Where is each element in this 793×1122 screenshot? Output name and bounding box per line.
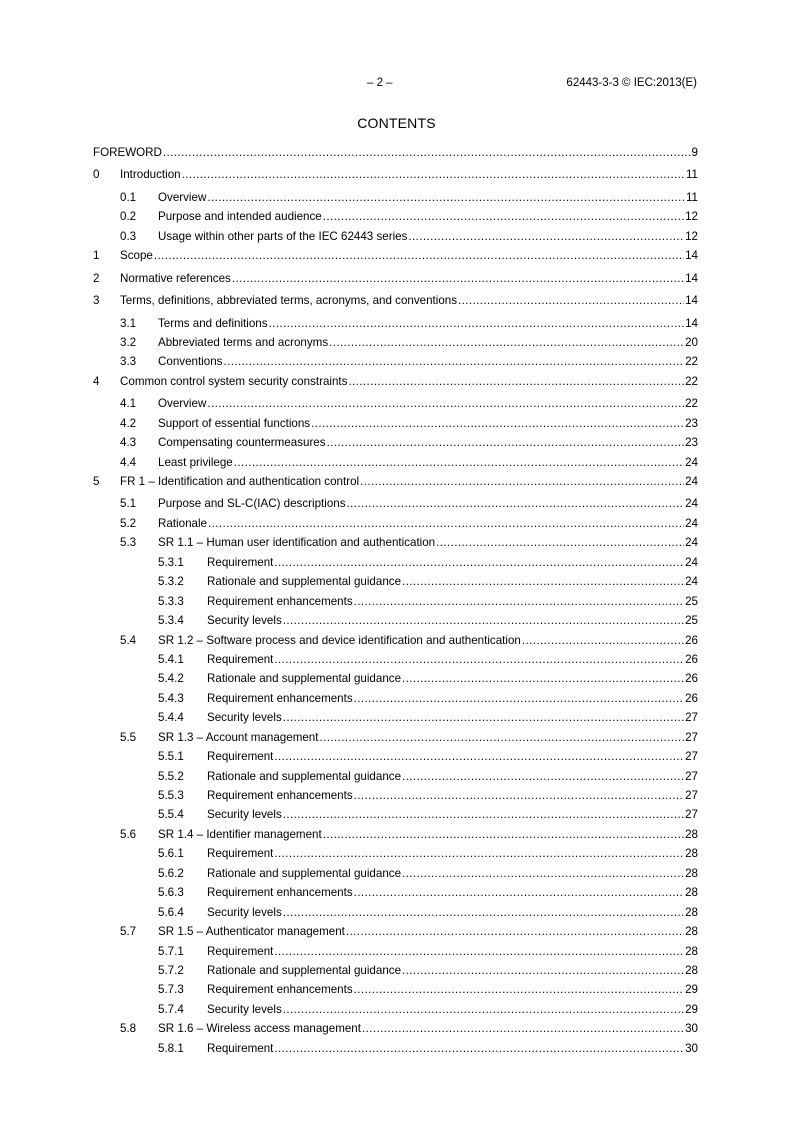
toc-entry-page: 14 bbox=[685, 249, 698, 263]
toc-entry-number: 5.7 bbox=[120, 925, 137, 939]
toc-entry-number: 5.6.2 bbox=[158, 866, 184, 880]
toc-entry-number: 3.1 bbox=[120, 316, 137, 330]
toc-entry[interactable] bbox=[93, 1041, 698, 1060]
toc-entry-title: Terms, definitions, abbreviated terms, acronyms, and conventions bbox=[120, 294, 458, 308]
toc-entry-page: 24 bbox=[685, 555, 698, 569]
toc-dot-leader bbox=[208, 516, 684, 531]
toc-entry[interactable] bbox=[93, 924, 698, 943]
toc-entry[interactable] bbox=[93, 416, 698, 435]
toc-entry-title: Requirement enhancements bbox=[207, 983, 353, 997]
toc-entry-page: 28 bbox=[685, 886, 698, 900]
toc-entry-title: Security levels bbox=[207, 1002, 282, 1016]
toc-entry-title: Common control system security constraints bbox=[120, 374, 348, 388]
toc-entry-title: Requirement bbox=[207, 555, 274, 569]
toc-entry-number: 3.2 bbox=[120, 335, 137, 349]
toc-dot-leader bbox=[283, 613, 684, 628]
toc-entry[interactable] bbox=[93, 788, 698, 807]
contents-title: CONTENTS bbox=[357, 115, 436, 131]
document-identifier: 62443-3-3 © IEC:2013(E) bbox=[566, 77, 697, 89]
toc-entry-number: 5.4.1 bbox=[158, 652, 184, 666]
toc-entry-page: 27 bbox=[685, 750, 698, 764]
toc-entry-page: 29 bbox=[685, 983, 698, 997]
toc-dot-leader bbox=[283, 807, 684, 822]
toc-entry[interactable] bbox=[93, 293, 698, 312]
toc-dot-leader bbox=[274, 1041, 684, 1056]
toc-entry-title: SR 1.1 – Human user identification and authentication bbox=[158, 536, 436, 550]
toc-dot-leader bbox=[458, 293, 684, 308]
toc-entry-page: 14 bbox=[685, 294, 698, 308]
toc-entry-number: 5.6 bbox=[120, 827, 137, 841]
toc-dot-leader bbox=[347, 496, 685, 511]
toc-entry-page: 24 bbox=[685, 497, 698, 511]
toc-entry[interactable] bbox=[93, 846, 698, 865]
toc-entry[interactable] bbox=[93, 866, 698, 885]
toc-entry-title: Security levels bbox=[207, 905, 282, 919]
toc-entry[interactable] bbox=[93, 455, 698, 474]
toc-dot-leader bbox=[283, 710, 684, 725]
toc-entry[interactable] bbox=[93, 396, 698, 415]
toc-entry[interactable] bbox=[93, 944, 698, 963]
toc-dot-leader bbox=[402, 769, 684, 784]
toc-entry-title: SR 1.6 – Wireless access management bbox=[158, 1022, 361, 1036]
toc-entry[interactable] bbox=[93, 354, 698, 373]
toc-entry-title: Conventions bbox=[158, 355, 223, 369]
toc-entry[interactable] bbox=[93, 1002, 698, 1021]
toc-entry[interactable] bbox=[93, 749, 698, 768]
toc-entry-title: Requirement bbox=[207, 944, 274, 958]
toc-entry[interactable] bbox=[93, 435, 698, 454]
toc-entry-title: Requirement enhancements bbox=[207, 789, 353, 802]
toc-entry-title: Security levels bbox=[207, 808, 282, 822]
toc-dot-leader bbox=[311, 416, 684, 431]
toc-entry-page: 28 bbox=[685, 925, 698, 939]
toc-entry-number: 5.5.1 bbox=[158, 750, 184, 764]
toc-entry-page: 28 bbox=[685, 905, 698, 919]
toc-entry[interactable] bbox=[93, 691, 698, 710]
toc-entry-number: 4 bbox=[93, 374, 100, 388]
toc-entry-title: Support of essential functions bbox=[158, 416, 311, 430]
toc-entry-page: 24 bbox=[685, 475, 698, 488]
toc-dot-leader bbox=[354, 691, 684, 706]
toc-entry-title: Least privilege bbox=[158, 455, 233, 469]
toc-entry[interactable] bbox=[93, 710, 698, 729]
toc-entry-title: Rationale and supplemental guidance bbox=[207, 866, 402, 880]
toc-entry[interactable] bbox=[93, 190, 698, 209]
toc-entry-page: 28 bbox=[685, 847, 698, 861]
toc-entry[interactable] bbox=[93, 1021, 698, 1040]
toc-entry-number: 5.2 bbox=[120, 516, 137, 530]
toc-entry-page: 23 bbox=[685, 436, 698, 450]
toc-entry-page: 11 bbox=[685, 190, 698, 204]
toc-entry-number: 5.8.1 bbox=[158, 1041, 184, 1055]
toc-entry-number: 5.8 bbox=[120, 1022, 137, 1036]
toc-entry-title: Requirement bbox=[207, 652, 274, 666]
toc-entry-page: 9 bbox=[691, 146, 698, 159]
toc-entry-number: 5.3.3 bbox=[158, 594, 184, 608]
toc-entry-page: 28 bbox=[685, 944, 698, 958]
toc-entry-title: SR 1.4 – Identifier management bbox=[158, 827, 322, 841]
toc-dot-leader bbox=[274, 944, 684, 959]
toc-entry-number: 4.4 bbox=[120, 455, 137, 469]
toc-dot-leader bbox=[327, 435, 685, 450]
toc-entry-number: 5.1 bbox=[120, 497, 137, 511]
toc-dot-leader bbox=[402, 866, 684, 881]
toc-entry-number: 5.4.4 bbox=[158, 711, 184, 725]
toc-entry-number: 0.2 bbox=[120, 210, 137, 224]
toc-dot-leader bbox=[329, 335, 684, 350]
toc-dot-leader bbox=[522, 633, 684, 648]
toc-entry-page: 22 bbox=[685, 374, 698, 388]
toc-entry[interactable] bbox=[93, 374, 698, 393]
toc-entry[interactable] bbox=[93, 271, 698, 290]
toc-dot-leader bbox=[346, 924, 684, 939]
toc-dot-leader bbox=[354, 982, 684, 997]
toc-dot-leader bbox=[354, 594, 684, 609]
toc-entry-title: Usage within other parts of the IEC 62443 series bbox=[158, 229, 408, 243]
toc-entry[interactable] bbox=[93, 145, 698, 164]
toc-entry[interactable] bbox=[93, 827, 698, 846]
toc-entry-page: 30 bbox=[685, 1041, 698, 1055]
toc-dot-leader bbox=[283, 905, 684, 920]
toc-entry-number: 5.7.4 bbox=[158, 1002, 184, 1016]
toc-entry-title: Normative references bbox=[120, 271, 231, 285]
toc-entry-number: 5.7.1 bbox=[158, 944, 184, 958]
toc-entry-number: 5.7.2 bbox=[158, 963, 184, 977]
toc-entry-number: 3.3 bbox=[120, 355, 137, 369]
toc-entry-number: 5.6.1 bbox=[158, 847, 184, 861]
toc-dot-leader bbox=[402, 671, 684, 686]
toc-entry-number: 5.3 bbox=[120, 536, 137, 550]
toc-dot-leader bbox=[274, 555, 684, 570]
toc-entry[interactable] bbox=[93, 316, 698, 335]
toc-entry-number: 5.5 bbox=[120, 730, 137, 744]
toc-dot-leader bbox=[154, 248, 684, 263]
toc-entry-page: 27 bbox=[685, 808, 698, 822]
toc-entry-title: Requirement enhancements bbox=[207, 594, 353, 608]
toc-dot-leader bbox=[274, 652, 684, 667]
toc-entry-title: Requirement bbox=[207, 750, 274, 764]
toc-dot-leader bbox=[362, 1021, 684, 1036]
toc-entry[interactable] bbox=[93, 248, 698, 267]
toc-entry[interactable] bbox=[93, 335, 698, 354]
toc-entry-page: 27 bbox=[685, 789, 698, 802]
toc-entry-page: 26 bbox=[685, 672, 698, 686]
toc-entry-page: 22 bbox=[685, 355, 698, 369]
toc-entry-page: 27 bbox=[685, 730, 698, 744]
toc-entry-number: 5.6.3 bbox=[158, 886, 184, 900]
toc-entry-title: SR 1.3 – Account management bbox=[158, 730, 319, 744]
toc-entry[interactable] bbox=[93, 474, 698, 493]
toc-entry-title: Rationale and supplemental guidance bbox=[207, 963, 402, 977]
toc-dot-leader bbox=[269, 316, 685, 331]
toc-dot-leader bbox=[283, 1002, 684, 1017]
toc-entry-number: 4.3 bbox=[120, 436, 137, 450]
toc-entry-number: 5.3.4 bbox=[158, 614, 184, 628]
toc-dot-leader bbox=[274, 749, 684, 764]
toc-entry-page: 24 bbox=[685, 516, 698, 530]
toc-entry-title: Purpose and SL-C(IAC) descriptions bbox=[158, 497, 346, 511]
toc-entry[interactable] bbox=[93, 982, 698, 1001]
toc-entry[interactable] bbox=[93, 633, 698, 652]
toc-entry-title: Introduction bbox=[120, 168, 181, 182]
toc-entry-number: 5 bbox=[93, 475, 100, 488]
toc-entry-page: 28 bbox=[685, 866, 698, 880]
toc-entry-title: Rationale and supplemental guidance bbox=[207, 769, 402, 783]
toc-dot-leader bbox=[402, 963, 684, 978]
toc-entry[interactable] bbox=[93, 555, 698, 574]
toc-entry-number: 0.3 bbox=[120, 229, 137, 243]
toc-dot-leader bbox=[436, 535, 684, 550]
toc-entry-number: 4.2 bbox=[120, 416, 137, 430]
toc-entry[interactable] bbox=[93, 594, 698, 613]
toc-entry-number: 5.3.2 bbox=[158, 575, 184, 589]
table-of-contents bbox=[93, 145, 698, 1060]
toc-entry-page: 25 bbox=[685, 614, 698, 628]
toc-dot-leader bbox=[182, 167, 685, 182]
toc-dot-leader bbox=[360, 474, 684, 489]
toc-dot-leader bbox=[354, 788, 684, 803]
toc-entry-title: Requirement enhancements bbox=[207, 886, 353, 900]
toc-entry-title: FOREWORD bbox=[93, 146, 162, 159]
toc-entry[interactable] bbox=[93, 807, 698, 826]
toc-entry-title: Requirement bbox=[207, 847, 274, 861]
toc-entry-title: SR 1.5 – Authenticator management bbox=[158, 925, 345, 939]
toc-entry-title: Rationale and supplemental guidance bbox=[207, 672, 402, 686]
toc-entry-number: 3 bbox=[93, 294, 100, 308]
toc-entry-page: 30 bbox=[685, 1022, 698, 1036]
toc-entry[interactable] bbox=[93, 730, 698, 749]
toc-entry-title: Rationale bbox=[158, 516, 207, 530]
toc-entry-number: 5.5.2 bbox=[158, 769, 184, 783]
toc-entry-page: 24 bbox=[685, 455, 698, 469]
toc-entry[interactable] bbox=[93, 671, 698, 690]
toc-entry-number: 2 bbox=[93, 271, 100, 285]
toc-entry-number: 4.1 bbox=[120, 397, 137, 411]
toc-dot-leader bbox=[163, 145, 691, 160]
toc-entry-page: 14 bbox=[685, 271, 698, 285]
toc-entry[interactable] bbox=[93, 535, 698, 554]
toc-dot-leader bbox=[348, 374, 684, 389]
toc-entry-number: 5.5.4 bbox=[158, 808, 184, 822]
toc-entry[interactable] bbox=[93, 167, 698, 186]
toc-entry-page: 20 bbox=[685, 335, 698, 349]
toc-entry-page: 28 bbox=[685, 827, 698, 841]
toc-entry[interactable] bbox=[93, 574, 698, 593]
toc-entry-title: Rationale and supplemental guidance bbox=[207, 575, 402, 589]
toc-entry-title: SR 1.2 – Software process and device identification and authentication bbox=[158, 633, 521, 647]
toc-entry-number: 5.5.3 bbox=[158, 789, 184, 802]
toc-dot-leader bbox=[234, 455, 684, 470]
toc-entry-page: 22 bbox=[685, 397, 698, 411]
toc-entry[interactable] bbox=[93, 885, 698, 904]
toc-entry-page: 27 bbox=[685, 769, 698, 783]
toc-entry-title: Overview bbox=[158, 190, 207, 204]
page-number: – 2 – bbox=[367, 77, 393, 89]
toc-dot-leader bbox=[354, 885, 684, 900]
toc-entry-number: 5.7.3 bbox=[158, 983, 184, 997]
toc-entry-page: 12 bbox=[685, 229, 698, 243]
toc-entry[interactable] bbox=[93, 613, 698, 632]
toc-entry-page: 28 bbox=[685, 963, 698, 977]
toc-entry-title: Security levels bbox=[207, 711, 282, 725]
toc-entry-page: 26 bbox=[685, 633, 698, 647]
toc-dot-leader bbox=[223, 354, 684, 369]
toc-entry-number: 5.4 bbox=[120, 633, 137, 647]
toc-entry-number: 0 bbox=[93, 168, 100, 182]
toc-entry[interactable] bbox=[93, 652, 698, 671]
toc-entry[interactable] bbox=[93, 905, 698, 924]
toc-entry-number: 5.4.2 bbox=[158, 672, 184, 686]
toc-entry[interactable] bbox=[93, 229, 698, 248]
toc-entry-number: 5.6.4 bbox=[158, 905, 184, 919]
toc-entry-title: Scope bbox=[120, 249, 153, 263]
toc-entry-page: 29 bbox=[685, 1002, 698, 1016]
toc-entry-page: 14 bbox=[685, 316, 698, 330]
toc-entry-page: 11 bbox=[685, 168, 698, 182]
toc-dot-leader bbox=[207, 396, 684, 411]
toc-entry-title: FR 1 – Identification and authentication control bbox=[120, 475, 360, 488]
toc-dot-leader bbox=[274, 846, 684, 861]
toc-entry-page: 27 bbox=[685, 711, 698, 725]
toc-entry-number: 0.1 bbox=[120, 190, 137, 204]
toc-dot-leader bbox=[323, 827, 684, 842]
toc-entry-title: Requirement enhancements bbox=[207, 691, 353, 705]
toc-entry-page: 26 bbox=[685, 691, 698, 705]
toc-dot-leader bbox=[402, 574, 684, 589]
toc-entry-title: Requirement bbox=[207, 1041, 274, 1055]
toc-entry-page: 25 bbox=[685, 594, 698, 608]
toc-entry-title: Overview bbox=[158, 397, 207, 411]
toc-entry-number: 5.3.1 bbox=[158, 555, 184, 569]
toc-entry[interactable] bbox=[93, 769, 698, 788]
toc-entry-title: Purpose and intended audience bbox=[158, 210, 322, 224]
toc-entry-title: Compensating countermeasures bbox=[158, 436, 326, 450]
toc-entry-page: 24 bbox=[685, 536, 698, 550]
toc-entry[interactable] bbox=[93, 963, 698, 982]
toc-dot-leader bbox=[232, 271, 684, 286]
toc-entry[interactable] bbox=[93, 496, 698, 515]
toc-entry-title: Terms and definitions bbox=[158, 316, 268, 330]
toc-dot-leader bbox=[319, 730, 684, 745]
toc-dot-leader bbox=[207, 190, 685, 205]
toc-entry-page: 24 bbox=[685, 575, 698, 589]
toc-entry-number: 5.4.3 bbox=[158, 691, 184, 705]
toc-entry-page: 26 bbox=[685, 652, 698, 666]
toc-entry[interactable] bbox=[93, 209, 698, 228]
toc-dot-leader bbox=[323, 209, 684, 224]
toc-entry[interactable] bbox=[93, 516, 698, 535]
toc-entry-title: Security levels bbox=[207, 614, 282, 628]
toc-entry-page: 12 bbox=[685, 210, 698, 224]
toc-dot-leader bbox=[408, 229, 684, 244]
toc-entry-page: 23 bbox=[685, 416, 698, 430]
toc-entry-number: 1 bbox=[93, 249, 100, 263]
toc-entry-title: Abbreviated terms and acronyms bbox=[158, 335, 329, 349]
